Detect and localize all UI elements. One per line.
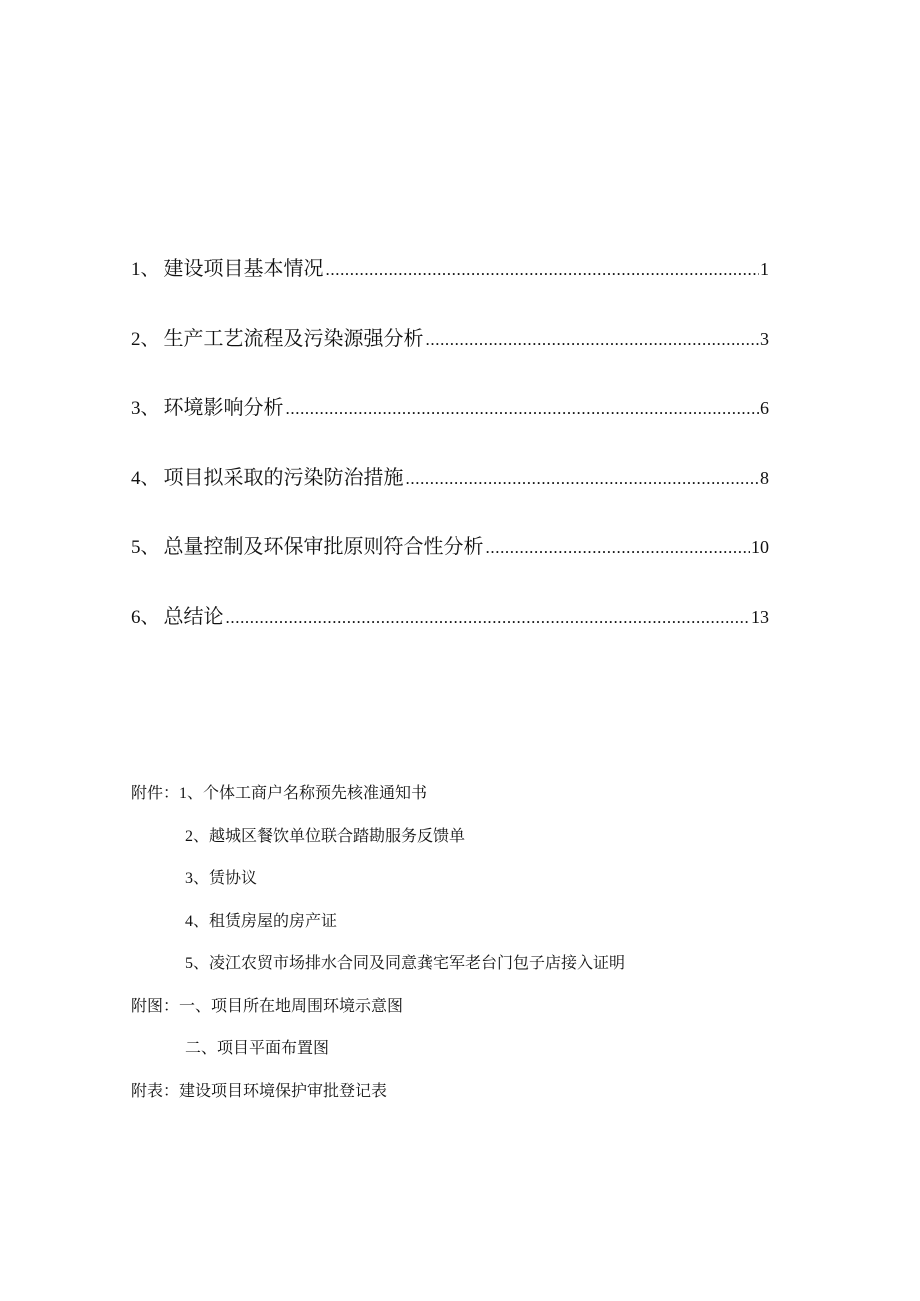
toc-page-number: 3 <box>760 328 769 349</box>
attachment-number: 3、 <box>185 870 210 887</box>
toc-title: 项目拟采取的污染防治措施 <box>163 464 404 489</box>
toc-title: 生产工艺流程及污染源强分析 <box>163 325 424 350</box>
toc-entry-4[interactable] <box>131 461 769 531</box>
figure-text: 二、项目平面布置图 <box>185 1038 330 1057</box>
toc-title: 总结论 <box>163 603 224 628</box>
toc-page-number: 1 <box>760 259 769 279</box>
table-text: 建设项目环境保护审批登记表 <box>179 1080 388 1100</box>
toc-dot-leader <box>406 469 759 489</box>
attachment-number: 5、 <box>185 955 210 972</box>
attachment-number: 1、 <box>179 785 204 802</box>
attachment-item-3 <box>131 865 771 908</box>
figure-label: 附图： <box>131 995 180 1015</box>
toc-entry-6[interactable] <box>131 600 769 670</box>
appendix-list <box>131 780 771 1120</box>
toc-number: 3、 <box>131 398 160 419</box>
toc-page-number: 13 <box>751 606 769 627</box>
toc-dot-leader <box>486 538 750 558</box>
toc-number: 5、 <box>131 537 160 558</box>
toc-number: 4、 <box>131 467 160 489</box>
attachment-number: 2、 <box>185 827 210 845</box>
toc-entry-1[interactable] <box>131 252 769 322</box>
table-of-contents <box>131 252 769 669</box>
attachment-text: 越城区餐饮单位联合踏勘服务反馈单 <box>209 825 466 845</box>
toc-entry-3[interactable] <box>131 391 769 461</box>
table-item-1 <box>131 1078 771 1121</box>
toc-title: 环境影响分析 <box>163 395 284 419</box>
toc-number: 6、 <box>131 606 160 628</box>
toc-dot-leader <box>286 399 759 419</box>
figure-text: 一、项目所在地周围环境示意图 <box>179 995 404 1015</box>
toc-title: 建设项目基本情况 <box>163 256 324 280</box>
toc-dot-leader <box>426 330 759 350</box>
attachment-text: 赁协议 <box>209 868 258 887</box>
toc-dot-leader <box>226 608 750 628</box>
attachment-item-4 <box>131 908 771 951</box>
attachment-label: 附件： <box>131 783 180 802</box>
toc-entry-5[interactable] <box>131 530 769 600</box>
toc-page-number: 6 <box>760 398 769 418</box>
toc-number: 2、 <box>131 328 160 350</box>
figure-item-2 <box>131 1035 771 1078</box>
attachment-item-5 <box>131 950 771 993</box>
attachment-text: 租赁房屋的房产证 <box>209 910 338 930</box>
toc-title: 总量控制及环保审批原则符合性分析 <box>163 534 484 558</box>
attachment-text: 个体工商户名称预先核准通知书 <box>203 783 428 802</box>
attachment-item-1 <box>131 780 771 823</box>
figure-item-1 <box>131 993 771 1036</box>
toc-dot-leader <box>326 260 759 280</box>
toc-number: 1、 <box>131 259 160 280</box>
toc-page-number: 8 <box>760 467 769 488</box>
attachment-number: 4、 <box>185 912 210 930</box>
attachment-item-2 <box>131 823 771 866</box>
toc-page-number: 10 <box>751 537 769 557</box>
toc-entry-2[interactable] <box>131 322 769 392</box>
table-label: 附表： <box>131 1080 180 1100</box>
attachment-text: 凌江农贸市场排水合同及同意龚宅军老台门包子店接入证明 <box>209 953 626 972</box>
